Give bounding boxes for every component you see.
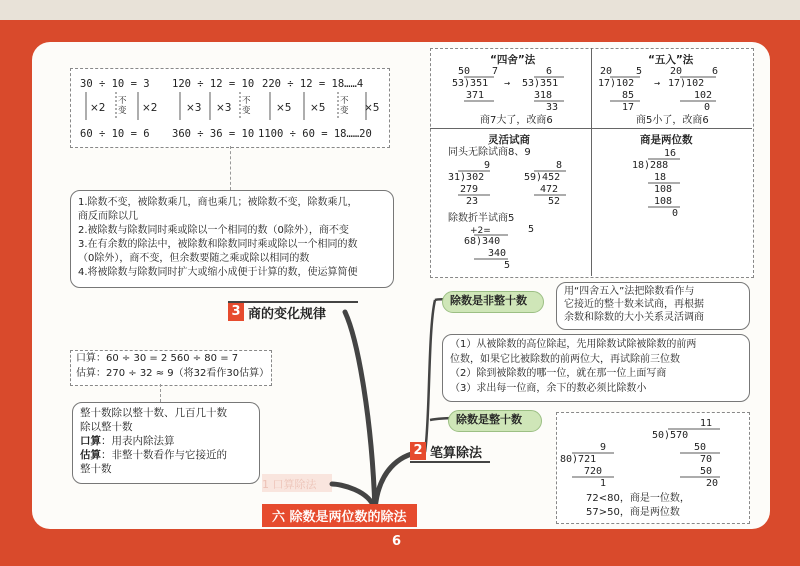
rule-line: 2.被除数与除数同时乘或除以一个相同的数（0除外），商不变 (78, 225, 349, 236)
example-a-top: 30 ÷ 10 = 3 (80, 78, 150, 90)
svg-text:6: 6 (546, 66, 553, 77)
step-line: 位数，如果它比被除数的前两位大，再试除前三位数 (450, 353, 680, 365)
example-c-mult1: ×5 (276, 102, 292, 114)
svg-text:50: 50 (700, 466, 713, 477)
svg-text:8: 8 (556, 160, 563, 171)
four-down-working (436, 64, 586, 114)
estimate-value: 270 ÷ 32 ≈ 9（将32看作30估算） (106, 368, 270, 379)
svg-text:279: 279 (460, 184, 479, 195)
section1-number: 1 (262, 478, 269, 491)
rule-line: 4.将被除数与除数同时扩大或缩小成便于计算的数，使运算简便 (78, 267, 358, 278)
svg-text:7: 7 (492, 66, 499, 77)
example-c-bottom: 1100 ÷ 60 = 18……20 (258, 128, 372, 140)
svg-text:1: 1 (600, 478, 607, 488)
example-b-top: 120 ÷ 12 = 10 (172, 78, 255, 90)
example-a-mult3: ×2 (142, 102, 158, 114)
step-line: （3）求出每一位商，余下的数必须比除数小 (450, 382, 647, 394)
non-round-line: 用“四舍五入”法把除数看作与 (564, 286, 695, 297)
example-a-bottom: 60 ÷ 10 = 6 (80, 128, 150, 140)
oral-rule-value: ：用表内除法算 (101, 435, 175, 447)
page-number: 6 (392, 534, 402, 549)
example-c-top: 220 ÷ 12 = 18……4 (262, 78, 364, 90)
svg-text:31)302: 31)302 (448, 172, 485, 183)
oral-rule-key: 口算 (80, 435, 101, 447)
four-down-note: 商7大了，改商6 (480, 115, 553, 126)
four-down-title: “四舍”法 (490, 54, 536, 66)
section2-title: 笔算除法 (430, 446, 483, 461)
flex-note3: +2= (470, 226, 491, 236)
svg-text:59)452: 59)452 (524, 172, 561, 183)
oral-rule-line: 整十数 (80, 463, 112, 475)
grid-divider (430, 128, 752, 129)
svg-text:80)721: 80)721 (560, 454, 597, 465)
rule-line: 商反而除以几 (78, 211, 138, 222)
example-b-bottom: 360 ÷ 36 = 10 (172, 128, 255, 140)
svg-text:→: → (504, 78, 511, 89)
svg-text:85: 85 (622, 90, 635, 101)
round-label: 除数是整十数 (456, 413, 522, 426)
svg-text:108: 108 (654, 196, 673, 207)
svg-text:5: 5 (504, 260, 511, 268)
svg-text:5: 5 (636, 66, 643, 77)
round-note1: 72<80，商是一位数， (586, 493, 690, 504)
svg-text:52: 52 (548, 196, 561, 207)
svg-text:50: 50 (458, 66, 471, 77)
svg-text:17)102: 17)102 (598, 78, 635, 89)
non-round-line: 余数和除数的大小关系灵活调商 (564, 312, 704, 323)
rule-line: 1.除数不变，被除数乘几，商也乘几；被除数不变，除数乘几， (78, 197, 358, 208)
two-digit-working (620, 146, 730, 226)
round-note2: 57>50，商是两位数 (586, 507, 680, 518)
svg-text:340: 340 (488, 248, 507, 259)
svg-text:318: 318 (534, 90, 553, 101)
example-a-mult1: ×2 (90, 102, 106, 114)
example-b-mult3: 不变 (242, 96, 251, 116)
svg-text:68)340: 68)340 (464, 236, 501, 247)
oral-rule-key: 估算 (80, 449, 101, 461)
rule-line: （0除外），商不变，但余数要随之乘或除以相同的数 (78, 253, 310, 264)
non-round-line: 它接近的整十数来试商，再根据 (564, 299, 704, 310)
svg-text:20: 20 (600, 66, 613, 77)
svg-text:33: 33 (546, 102, 559, 113)
five-up-note: 商5小了，改商6 (636, 115, 709, 126)
non-round-desc (564, 285, 704, 324)
steps-list (450, 338, 696, 396)
section3-number: 3 (228, 303, 244, 321)
svg-text:17)102: 17)102 (668, 78, 705, 89)
non-round-label: 除数是非整十数 (450, 294, 527, 307)
svg-text:0: 0 (672, 208, 679, 219)
svg-text:23: 23 (466, 196, 479, 207)
svg-text:17: 17 (622, 102, 635, 113)
svg-text:20: 20 (670, 66, 683, 77)
svg-text:472: 472 (540, 184, 559, 195)
step-line: （1）从被除数的高位除起，先用除数试除被除数的前两 (450, 339, 697, 350)
svg-text:53)351: 53)351 (452, 78, 489, 89)
chapter-title-text: 除数是两位数的除法 (289, 510, 407, 525)
flex-note1: 同头无除试商8、9 (448, 147, 531, 158)
flex-title: 灵活试商 (488, 134, 530, 146)
svg-text:371: 371 (466, 90, 485, 101)
svg-text:18: 18 (654, 172, 667, 183)
example-b-mult2: ×3 (216, 102, 232, 114)
flex-note2: 除数折半试商5 (448, 213, 515, 224)
svg-text:50: 50 (694, 442, 707, 453)
example-a-mult2: 不变 (118, 96, 127, 116)
svg-text:18)288: 18)288 (632, 160, 669, 171)
svg-text:70: 70 (700, 454, 713, 465)
svg-text:50)570: 50)570 (652, 430, 689, 441)
svg-text:16: 16 (664, 148, 677, 159)
svg-text:5: 5 (528, 224, 535, 235)
svg-text:11: 11 (700, 418, 713, 429)
svg-text:6: 6 (712, 66, 719, 77)
svg-text:720: 720 (584, 466, 603, 477)
rule-line: 3.在有余数的除法中，被除数和除数同时乘或除以一个相同的数 (78, 239, 358, 250)
estimate-label: 估算： (76, 368, 106, 379)
chapter-number: 六 (272, 510, 286, 525)
svg-text:53)351: 53)351 (522, 78, 559, 89)
example-c-mult3: 不变 (340, 96, 349, 116)
section2-underline (410, 461, 490, 463)
oral-label: 口算： (76, 353, 106, 364)
flex-working (444, 158, 584, 268)
two-digit-title: 商是两位数 (640, 134, 693, 146)
section3-title: 商的变化规律 (248, 307, 327, 322)
five-up-working (596, 64, 746, 114)
grid-divider (591, 48, 592, 276)
oral-rule-line: 除以整十数 (80, 421, 133, 433)
svg-text:20: 20 (706, 478, 719, 488)
svg-text:9: 9 (600, 442, 607, 453)
svg-text:→: → (654, 78, 661, 89)
chapter-title (262, 504, 417, 527)
section1-title: 口算除法 (272, 478, 317, 491)
oral-value: 60 ÷ 30 = 2 560 ÷ 80 = 7 (106, 353, 239, 364)
svg-text:108: 108 (654, 184, 673, 195)
example-b-mult1: ×3 (186, 102, 202, 114)
example-c-mult4: ×5 (364, 102, 380, 114)
five-up-title: “五入”法 (648, 54, 694, 66)
round-example-working (560, 416, 746, 488)
section2-number: 2 (410, 442, 426, 460)
example-c-mult2: ×5 (310, 102, 326, 114)
oral-rule-value: ：非整十数看作与它接近的 (101, 449, 227, 461)
svg-text:9: 9 (484, 160, 491, 171)
oral-rule-line: 整十数除以整十数、几百几十数 (80, 407, 227, 419)
svg-text:0: 0 (704, 102, 711, 113)
svg-text:102: 102 (694, 90, 713, 101)
step-line: （2）除到被除数的哪一位，就在那一位上面写商 (450, 368, 667, 379)
